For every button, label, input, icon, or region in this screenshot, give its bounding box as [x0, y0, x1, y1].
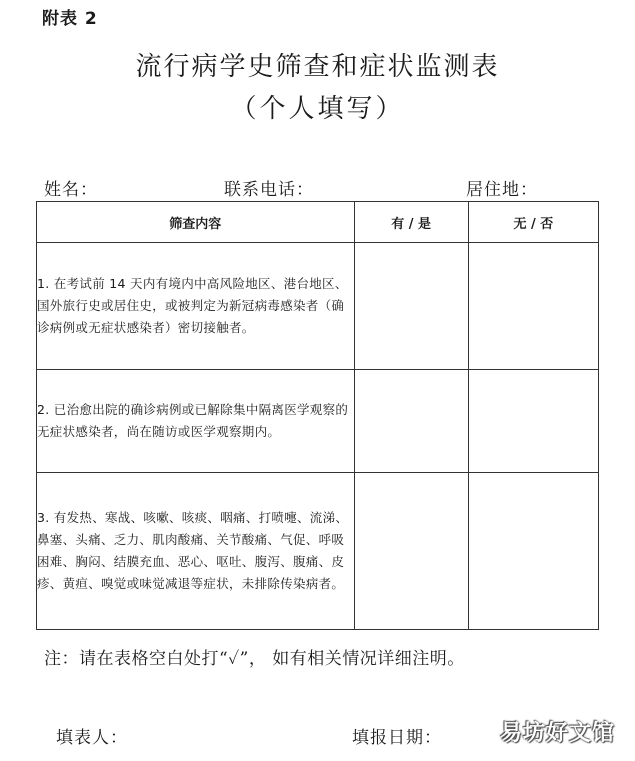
phone-field-label: 联系电话：	[224, 180, 314, 200]
watermark: 易坊好文馆	[499, 721, 615, 746]
screening-item-3: 3. 有发热、寒战、咳嗽、咳痰、咽痛、打喷嚏、流涕、鼻塞、头痛、乏力、肌肉酸痛、关节酸痛、气促、呼吸困难、胸闷、结膜充血、恶心、呕吐、腹泻、腹痛、皮疹、黄疸、嗅觉或味觉减退等症状，未排除传染病者。	[37, 473, 355, 630]
answer-no-cell-1[interactable]	[468, 243, 598, 370]
header-no: 无 / 否	[468, 202, 598, 243]
answer-no-cell-2[interactable]	[468, 370, 598, 473]
form-title: 流行病学史筛查和症状监测表	[135, 52, 500, 82]
screening-item-1: 1. 在考试前 14 天内有境内中高风险地区、港台地区、国外旅行史或居住史，或被判定为新冠病毒感染者（确诊病例或无症状感染者）密切接触者。	[37, 243, 355, 370]
form-note: 注：请在表格空白处打“✓”， 如有相关情况详细注明。	[44, 649, 465, 669]
address-field-label: 居住地：	[466, 180, 538, 200]
form-subtitle: （个人填写）	[230, 94, 405, 124]
fill-date-label: 填报日期：	[352, 728, 442, 748]
table-row	[37, 473, 599, 630]
header-yes: 有 / 是	[354, 202, 468, 243]
table-row	[37, 370, 599, 473]
answer-yes-cell-3[interactable]	[354, 473, 468, 630]
screening-item-2: 2. 已治愈出院的确诊病例或已解除集中隔离医学观察的无症状感染者，尚在随访或医学观察期内。	[37, 370, 355, 473]
header-screening-content: 筛查内容	[37, 202, 355, 243]
answer-yes-cell-2[interactable]	[354, 370, 468, 473]
answer-no-cell-3[interactable]	[468, 473, 598, 630]
table-header-row	[37, 202, 599, 243]
screening-table	[36, 201, 599, 630]
name-field-label: 姓名：	[44, 180, 98, 200]
table-row	[37, 243, 599, 370]
attachment-label: 附表 2	[42, 9, 98, 29]
answer-yes-cell-1[interactable]	[354, 243, 468, 370]
filler-label: 填表人：	[56, 728, 128, 748]
